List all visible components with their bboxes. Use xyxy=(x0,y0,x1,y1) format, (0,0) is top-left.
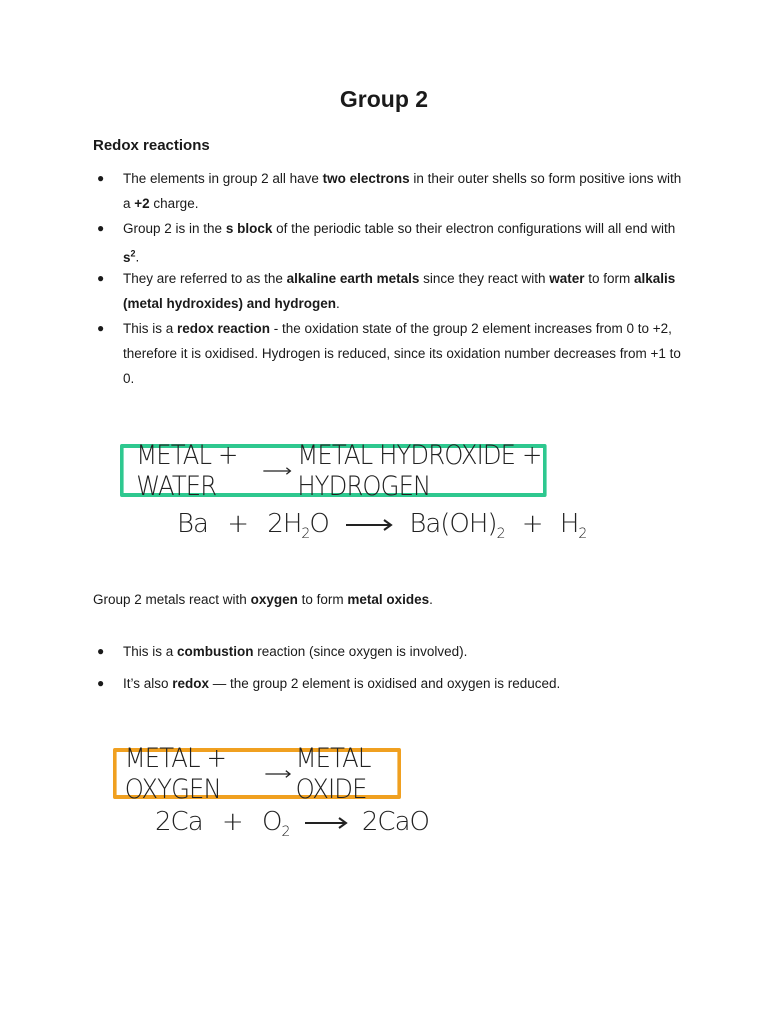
bullet-item: ● It’s also redox — the group 2 element is oxidised and oxygen is reduced. xyxy=(123,671,683,696)
bullet-dot: ● xyxy=(97,271,105,285)
equation-image-water xyxy=(93,423,621,561)
bullet-dot: ● xyxy=(97,644,105,658)
symbol-equation: $2Ca + O_2$ 2CaO xyxy=(155,807,429,840)
bullet-item: ● This is a redox reaction - the oxidation state of the group 2 element increases from 0 to +2, therefore it is oxidised. Hydrogen is reduced, since its oxidation number decreases from +1 to 0. xyxy=(123,316,683,391)
section-heading: Redox reactions xyxy=(93,137,210,154)
word-equation-products: METAL HYDROXIDE + HYDROGEN xyxy=(297,439,542,502)
arrow-icon xyxy=(303,816,349,830)
bullet-dot: ● xyxy=(97,676,105,690)
bullet-item: ● This is a combustion reaction (since oxygen is involved). xyxy=(123,639,683,664)
bullet-item: ● They are referred to as the alkaline earth metals since they react with water to form alkalis (metal hydroxides) and hydrogen. xyxy=(123,266,683,316)
word-equation-reactants: METAL + OXYGEN xyxy=(124,742,226,805)
bullet-item: ● The elements in group 2 all have two electrons in their outer shells so form positive ions with a +2 charge. xyxy=(123,166,683,216)
bullet-dot: ● xyxy=(97,171,105,185)
page-title: Group 2 xyxy=(339,86,429,112)
arrow-icon xyxy=(262,464,292,478)
arrow-icon xyxy=(264,767,292,781)
bullet-item: ● Group 2 is in the s block of the periodic table so their electron configurations will all end with $s^2$. xyxy=(123,216,683,270)
word-equation-reactants: METAL + WATER xyxy=(136,439,238,502)
bullet-dot: ● xyxy=(97,321,105,335)
metal-oxide-paragraph: Group 2 metals react with oxygen to form metal oxides. xyxy=(93,592,433,607)
bullet-dot: ● xyxy=(97,221,105,235)
arrow-icon xyxy=(344,518,394,532)
equation-image-oxygen xyxy=(93,725,468,850)
word-equation-box xyxy=(120,439,547,502)
symbol-equation: $Ba + 2H_2O$ $Ba(OH)_2 + H_2$ xyxy=(177,509,587,542)
word-equation-products: METAL OXIDE xyxy=(295,742,371,805)
word-equation-box xyxy=(113,742,401,805)
